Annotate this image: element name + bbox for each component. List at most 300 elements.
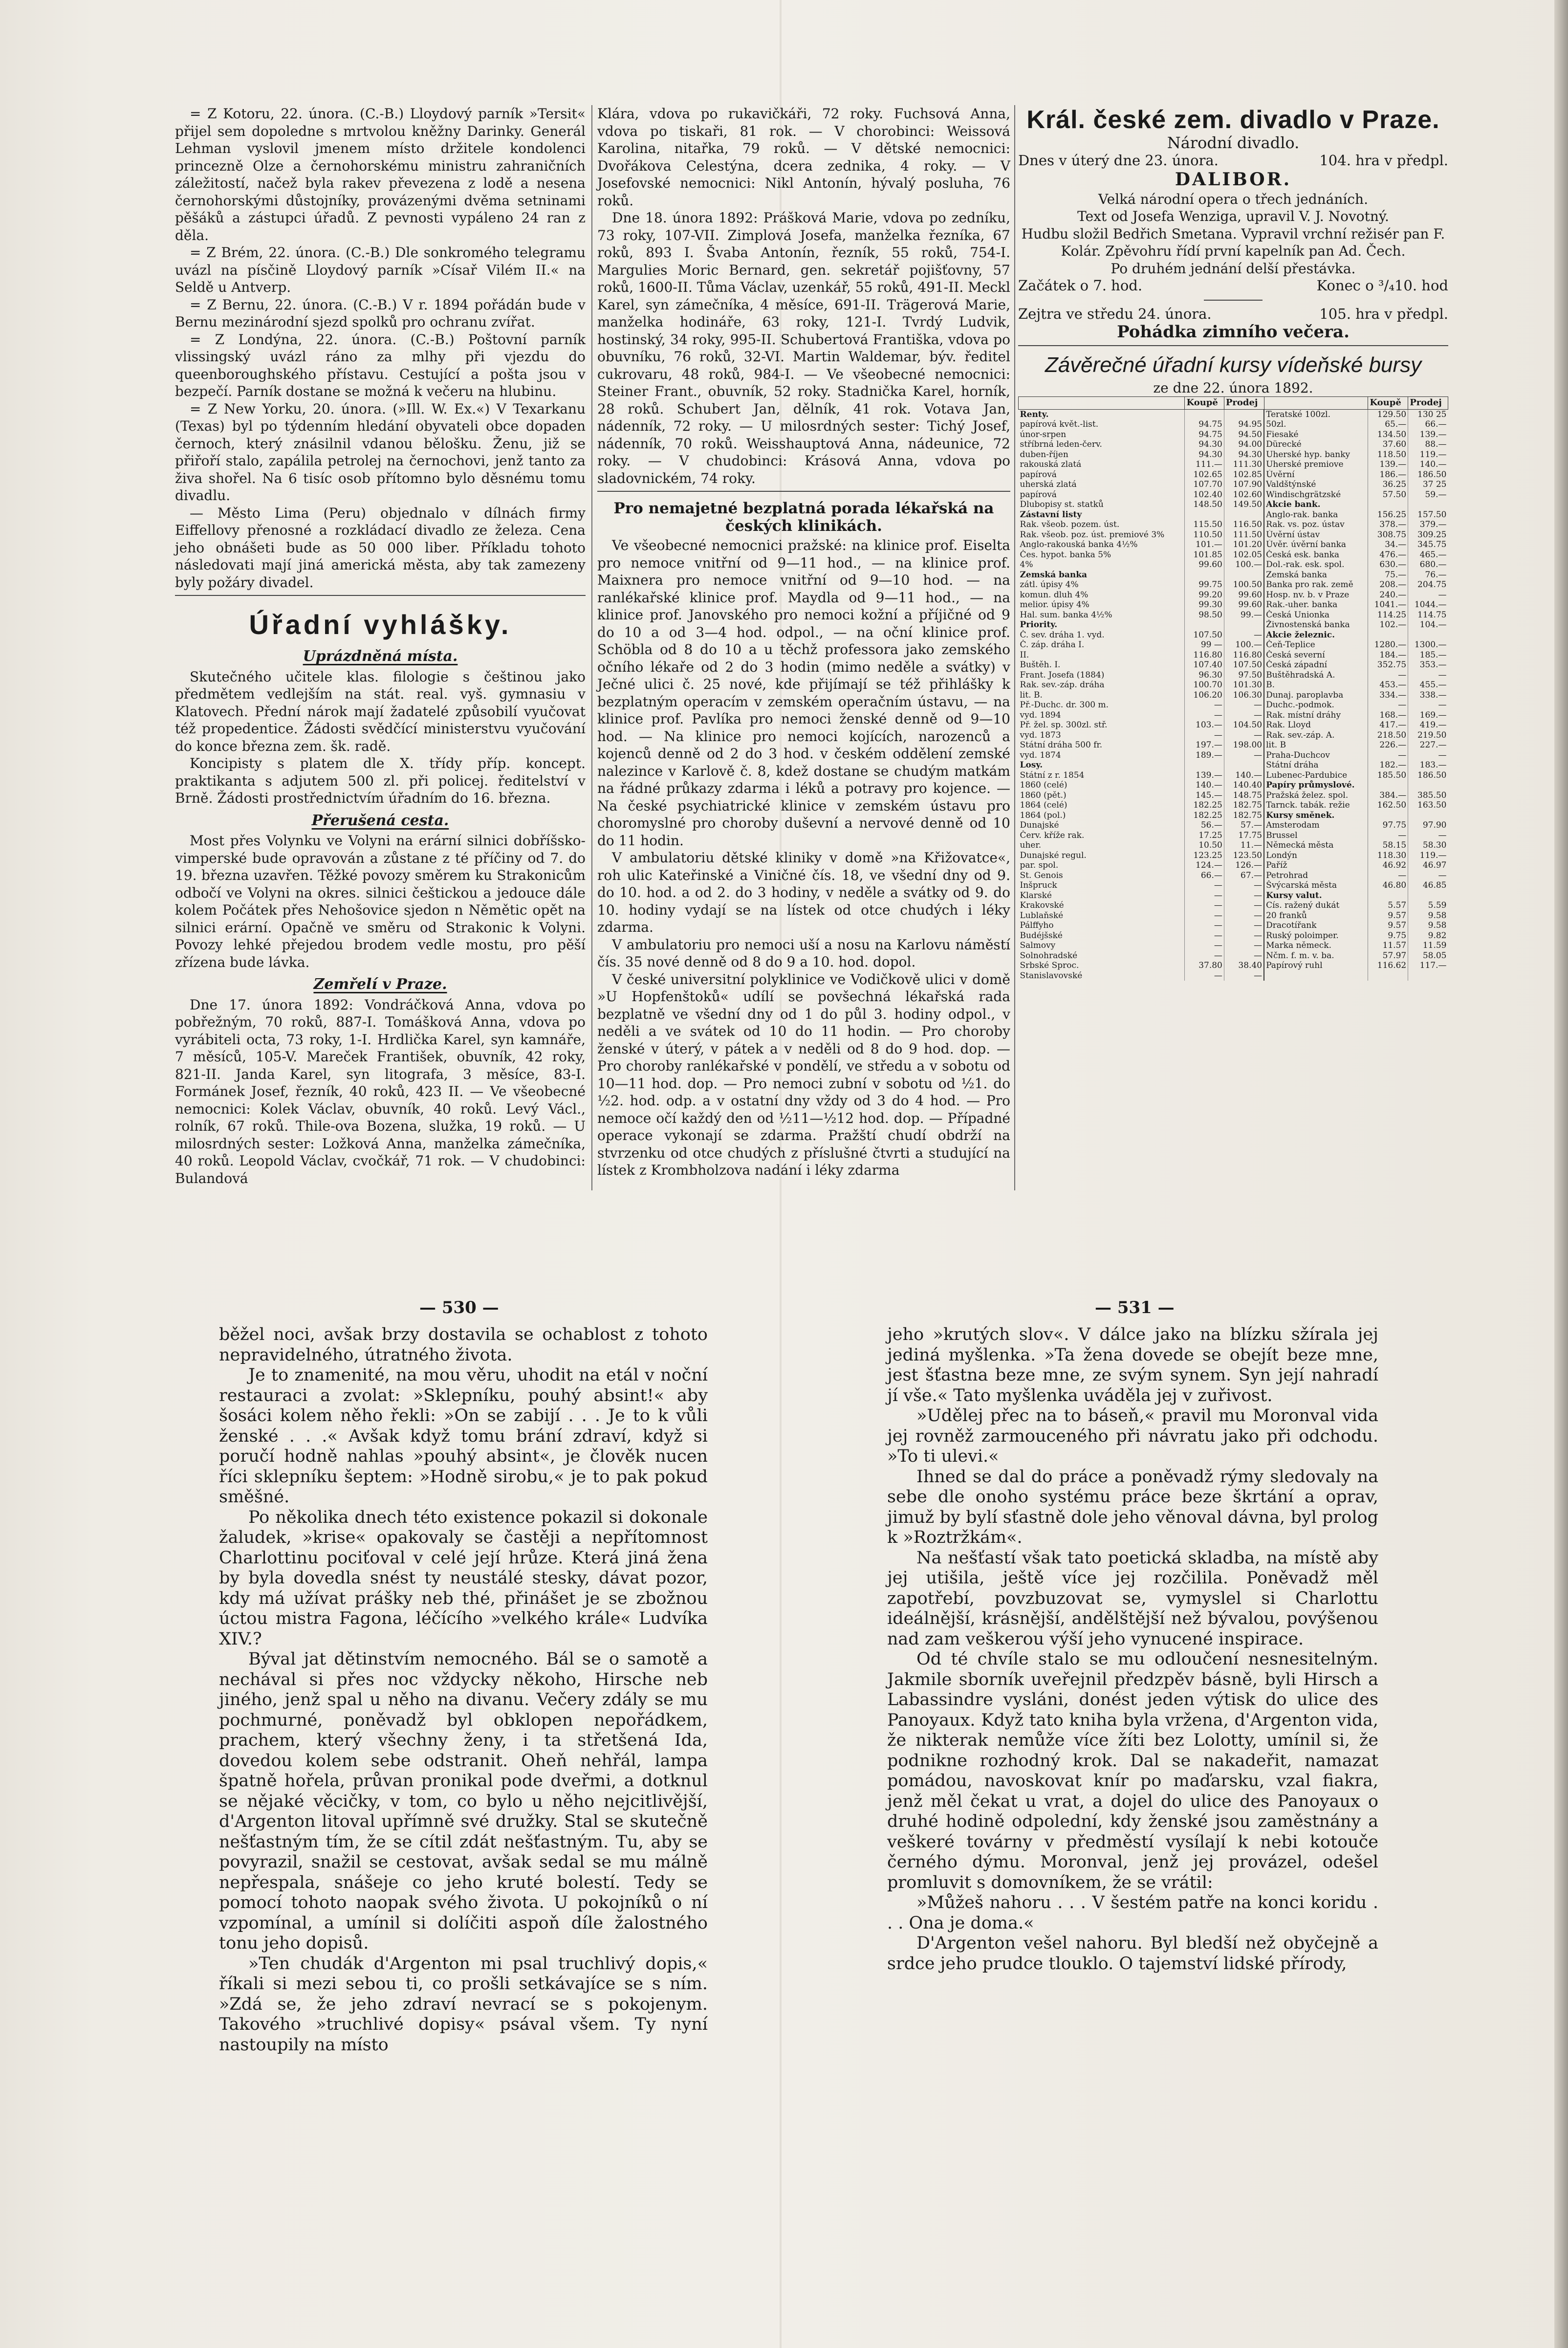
bourse-row <box>1019 921 1448 931</box>
quote-value: 118.30 <box>1368 851 1408 861</box>
quote-value <box>1224 409 1264 419</box>
quote-value: — <box>1185 931 1224 941</box>
novel-paragraph: »Ten chudák d'Argenton mi psal truchlivý dopis,« říkali si mezi sebou ti, co prošli setkávajíce se s ním. »Zdá se, že jeho zdraví nevrací se s pokojenym. Takového »truchlivé dopisy« psával všem. Ty nyní nastoupily na místo <box>219 1953 708 2055</box>
bourse-row <box>1019 580 1448 590</box>
quote-value: 476.— <box>1368 550 1408 560</box>
quote-value: 9.57 <box>1368 921 1408 931</box>
time-line: Začátek o 7. hod. Konec o ³/₄10. hod <box>1018 277 1448 294</box>
quote-value: — <box>1224 941 1264 951</box>
opera-line: Po druhém jednání delší přestávka. <box>1111 260 1356 277</box>
quote-value: 185.50 <box>1368 770 1408 781</box>
quote-value: 65.— <box>1368 419 1408 430</box>
quote-value: 103.— <box>1185 720 1224 730</box>
bourse-row <box>1019 860 1448 871</box>
quote-value: 99.20 <box>1185 590 1224 600</box>
quote-value: 10.50 <box>1185 840 1224 851</box>
quote-value: 99.60 <box>1224 590 1264 600</box>
opera-title: DALIBOR. <box>1175 169 1292 190</box>
quote-value: 9.75 <box>1368 931 1408 941</box>
bourse-row <box>1019 720 1448 730</box>
bourse-row <box>1019 640 1448 650</box>
quote-value: 98.50 <box>1185 610 1224 620</box>
security-name: Př. žel. sp. 300zl. stř. <box>1020 720 1108 730</box>
security-name: Nčm. f. m. v. ba. <box>1264 951 1368 961</box>
quote-value: 94.75 <box>1185 430 1224 440</box>
quote-value <box>1185 409 1224 419</box>
bourse-row <box>1019 831 1448 841</box>
quote-value: 94.50 <box>1224 430 1264 440</box>
quote-value: 5.59 <box>1408 900 1448 911</box>
news-column-2 <box>597 105 1010 1179</box>
security-name: Windischgrätzské <box>1264 490 1368 500</box>
security-name: Rak. místní dráhy <box>1264 710 1368 721</box>
security-name: Renty. <box>1020 409 1049 419</box>
quote-value: 140.40 <box>1224 780 1264 790</box>
quote-value: 117.— <box>1408 961 1448 971</box>
security-name: Rak. sev.-záp. A. <box>1264 730 1368 741</box>
security-name: Rak. všeob. poz. úst. premiové 3% <box>1020 529 1165 540</box>
bourse-title: Závěrečné úřadní kursy vídeňské bursy <box>1045 352 1422 377</box>
security-name: 4% <box>1020 560 1033 570</box>
bourse-row <box>1019 820 1448 831</box>
bourse-row <box>1019 851 1448 861</box>
security-name: Dunajské <box>1020 820 1059 830</box>
news-item-bremen: = Z Brém, 22. února. (C.-B.) Dle sonkromého telegramu uvázl na písčině Lloydový parník »Císař Vilém II.« na Seldě u Antverp. <box>175 244 586 295</box>
security-name: Česká esk. banka <box>1264 550 1368 560</box>
opera-line: Hudbu složil Bedřich Smetana. Vypravil vrchní režisér pan F. Kolár. Zpěvohru řídí první kapelník pan Ad. Čech. <box>1021 225 1445 259</box>
security-name: Státní z r. 1854 <box>1020 770 1085 780</box>
quote-value: 116.80 <box>1185 650 1224 660</box>
quote-value: 96.30 <box>1185 670 1224 680</box>
quote-value <box>1408 811 1448 821</box>
quote-value: 46.92 <box>1368 860 1408 871</box>
quote-value: 107.50 <box>1185 630 1224 640</box>
quote-value: 185.— <box>1408 650 1448 660</box>
quote-value: 76.— <box>1408 570 1448 580</box>
security-name: Londýn <box>1264 851 1368 861</box>
quote-value: 182.25 <box>1185 800 1224 811</box>
bourse-row <box>1019 750 1448 761</box>
theatre-bourse-column <box>1018 105 1448 981</box>
security-name: Brussel <box>1264 831 1368 841</box>
security-name: St. Genois <box>1020 870 1063 880</box>
quote-value: 106.20 <box>1185 690 1224 701</box>
quote-value: 17.75 <box>1224 831 1264 841</box>
quote-value <box>1368 500 1408 510</box>
quote-value: — <box>1408 750 1448 761</box>
news-item-kotor: = Z Kotoru, 22. února. (C.-B.) Lloydový parník »Tersit« přijel sem dopoledne s mrtvolou kněžny Darinky. Generál Lehman vyslovil jmenem místo držitele kondolenci princezně Olze a černohorskému ministru zahraničních záležitostí, načež byla rakev převezena z lodě a nesena černohorskými důstojníky, provázenými dvěma setninami pěšáků a zástupci úřadů. Z pevnosti vypáleno 24 ran z děla. <box>175 106 586 243</box>
quote-value: 104.— <box>1408 620 1448 630</box>
security-name: Papíry průmyslové. <box>1264 780 1368 790</box>
quote-value: 184.— <box>1368 650 1408 660</box>
quote-value <box>1185 510 1224 520</box>
divider <box>597 491 1010 492</box>
security-name: Akcie železnic. <box>1264 630 1368 640</box>
quote-value: — <box>1224 900 1264 911</box>
bourse-row <box>1019 891 1448 901</box>
security-name: Dunaj. paroplavba <box>1264 690 1368 701</box>
column-rule <box>591 105 592 1190</box>
quote-value: — <box>1224 630 1264 640</box>
security-name: par. spol. <box>1020 860 1059 870</box>
quote-value: 101.85 <box>1185 550 1224 560</box>
quote-value: 139.— <box>1368 460 1408 470</box>
security-name: Čeň-Teplice <box>1264 640 1368 650</box>
bourse-row <box>1019 690 1448 701</box>
quote-value: 1044.— <box>1408 600 1448 610</box>
security-name: Úvěrní <box>1264 470 1368 480</box>
bourse-row <box>1019 911 1448 921</box>
deaths-heading: Zemřelí v Praze. <box>313 976 447 993</box>
quote-value: 1041.— <box>1368 600 1408 610</box>
novel-paragraph: běžel noci, avšak brzy dostavila se ochablost z tohoto nepravidelného, útratného života. <box>219 1325 708 1365</box>
bourse-row <box>1019 961 1448 971</box>
security-name: Solnohradské <box>1020 950 1078 961</box>
quote-value: 111.30 <box>1224 460 1264 470</box>
quote-value: 57.50 <box>1368 490 1408 500</box>
quote-value: 94.75 <box>1185 419 1224 430</box>
security-name: Teratské 100zl. <box>1264 409 1368 419</box>
security-name: Uherské hyp. banky <box>1264 450 1368 460</box>
quote-value: 384.— <box>1368 790 1408 801</box>
quote-value: 1280.— <box>1368 640 1408 650</box>
quote-value: 66.— <box>1408 419 1448 430</box>
quote-value: 226.— <box>1368 740 1408 750</box>
page-number-right: — 531 — <box>1095 1298 1175 1317</box>
novel-text-left <box>219 1325 708 2055</box>
security-name: Cís. ražený dukát <box>1264 900 1368 911</box>
bourse-row <box>1019 730 1448 741</box>
quote-value: — <box>1368 700 1408 710</box>
security-name: zátl. úpisy 4% <box>1020 580 1079 590</box>
quote-value: 345.75 <box>1408 540 1448 550</box>
quote-value <box>1408 971 1448 981</box>
quote-value: — <box>1224 891 1264 901</box>
quote-value: 66.— <box>1185 871 1224 881</box>
security-name: vyd. 1873 <box>1020 730 1061 740</box>
quote-value: 37.60 <box>1368 439 1408 450</box>
quote-value: 116.62 <box>1368 961 1408 971</box>
quote-value: — <box>1224 931 1264 941</box>
bourse-header-row: Koupě Prodej Koupě Prodej <box>1019 397 1448 410</box>
bourse-row <box>1019 470 1448 480</box>
quote-value <box>1368 891 1408 901</box>
quote-value: 204.75 <box>1408 580 1448 590</box>
quote-value: 102.60 <box>1224 490 1264 500</box>
security-name: Švýcarská města <box>1264 880 1368 891</box>
performance-line: Dnes v úterý dne 23. února. 104. hra v předpl. <box>1018 152 1448 169</box>
quote-value: 58.30 <box>1408 840 1448 851</box>
quote-value: 352.75 <box>1368 660 1408 670</box>
novel-paragraph: »Udělej přec na to báseň,« pravil mu Moronval vida jej rovněž zarmouceného při návratu jako při odchodu. »To ti ulevi.« <box>887 1406 1378 1466</box>
quote-value: 149.50 <box>1224 500 1264 510</box>
quote-value: 11.— <box>1224 840 1264 851</box>
security-name: vyd. 1894 <box>1020 710 1061 720</box>
security-name: 20 franků <box>1264 911 1368 921</box>
security-name: Petrohrad <box>1264 871 1368 881</box>
bourse-row <box>1019 931 1448 941</box>
quote-value <box>1368 971 1408 981</box>
quote-value: 36.25 <box>1368 480 1408 490</box>
bourse-row <box>1019 740 1448 750</box>
quote-value: 99.30 <box>1185 600 1224 610</box>
security-name: papírová <box>1020 489 1057 500</box>
security-name: Zemská banka <box>1020 570 1088 580</box>
security-name: Česká severní <box>1264 650 1368 660</box>
security-name: Úvěrní ústav <box>1264 530 1368 540</box>
security-name: Anglo-rak. banka <box>1264 510 1368 520</box>
novel-paragraph: Po několika dnech této existence pokazil si dokonale žaludek, »krise« opakovaly se častěji a nepřítomnost Charlottinu pociťoval v celé její hrůze. Která jiná žena by byla dovedla snést ty neustálé stesky, dávat pozor, kdy má užívat prášky neb thé, přinášet je se zbožnou úctou mistra Fagona, léčícího »velkého krále« Ludvíka XIV.? <box>219 1507 708 1649</box>
bourse-row <box>1019 871 1448 881</box>
quote-value: 378.— <box>1368 520 1408 530</box>
quote-value: 197.— <box>1185 740 1224 750</box>
quote-value: 308.75 <box>1368 530 1408 540</box>
quote-value: 107.50 <box>1224 660 1264 670</box>
quote-value <box>1408 780 1448 790</box>
security-name: Rak. Lloyd <box>1264 720 1368 730</box>
medical-advice-item: V ambulatoriu dětské kliniky v domě »na Křižovatce«, roh ulic Kateřinské a Viničné čís. 18, ve všední dny od 9. do 10. hod. a od 2. do 3 hodiny, v neděle a svátky od 9. do 10. hodiny vydají se na lístek od otce chudých i léky zdarma. <box>597 850 1010 935</box>
security-name: Lublaňské <box>1020 910 1064 921</box>
novel-paragraph: D'Argenton vešel nahoru. Byl bledší než obyčejně a srdce jeho prudce tlouklo. O tajemství lidské přírody, <box>887 1933 1378 1974</box>
quote-value: — <box>1224 750 1264 761</box>
performance-line: Zejtra ve středu 24. února. 105. hra v předpl. <box>1018 305 1448 322</box>
bourse-row <box>1019 670 1448 680</box>
road-heading: Přerušená cesta. <box>311 812 449 829</box>
security-name: Banka pro rak. země <box>1264 580 1368 590</box>
quote-value: — <box>1368 871 1408 881</box>
medical-advice-item: V české universitní polyklinice ve Vodičkově ulici v domě »U Hopfenštoků« udílí se povšechná lékařská rada bezplatně ve všední dny od 1 do půl 3. hodiny odpol., v neděli a ve svátek od 10 do 11 hodin. — Pro choroby ženské v úterý, v pátek a v neděli od 8 do 9 hod. dop. — Pro choroby ranlékařské v pondělí, ve středu a v sobotu od 10—11 hod. dop. — Pro nemoci zubní v sobotu od ½1. do ½2. hod. odp. a v ostatní dny vždy od 3 do 4 hod. — Pro nemoce očí každý den od ½11—½12 hod. dop. — Případné operace vykonají se zdarma. Pražští chudí obdrží na stvrzenku od otce chudých z příslušné čtvrti a studující na lístek z Krombholzova nadání i léky zdarma <box>597 971 1010 1178</box>
quote-value: 116.50 <box>1224 520 1264 530</box>
quote-value: — <box>1368 750 1408 761</box>
quote-value: 163.50 <box>1408 800 1448 811</box>
security-name: Amsterodam <box>1264 820 1368 831</box>
quote-value: 219.50 <box>1408 730 1448 741</box>
bourse-row <box>1019 680 1448 690</box>
security-name <box>1264 971 1368 981</box>
novel-paragraph: Na nešťastí však tato poetická skladba, na místě aby jej utišila, ještě více jej rozčilila. Poněvadž měl zapotřebí, povzbuzovat se, vymyslel si Charlottu ideálnější, krásnější, andělštější než bývalou, povýšenou nad zam veškerou výší jeho vynucené inspirace. <box>887 1548 1378 1649</box>
quote-value: 58.15 <box>1368 840 1408 851</box>
theatre-title: Král. české zem. divadlo v Praze. <box>1026 106 1440 134</box>
security-name: Úvěr. úvěrní banka <box>1264 540 1368 550</box>
bourse-row <box>1019 620 1448 630</box>
bourse-row <box>1019 550 1448 560</box>
security-name: melior. úpisy 4% <box>1020 600 1089 610</box>
quote-value: 101.— <box>1185 540 1224 550</box>
quote-value: 148.75 <box>1224 790 1264 801</box>
security-name: Č. záp. dráha I. <box>1020 640 1085 650</box>
quote-value: 100.— <box>1224 640 1264 650</box>
security-name: 1860 (pět.) <box>1020 790 1067 800</box>
quote-value: 102.— <box>1368 620 1408 630</box>
quote-value: 148.50 <box>1185 500 1224 510</box>
quote-value: — <box>1408 871 1448 881</box>
security-name: Rak. sev.-záp. dráha <box>1020 680 1105 690</box>
security-name: Papírový ruhl <box>1264 961 1368 971</box>
column-rule <box>1014 105 1015 1190</box>
quote-value: 56.— <box>1185 820 1224 831</box>
quote-value <box>1185 760 1224 770</box>
quote-value: 99.75 <box>1185 580 1224 590</box>
bourse-row <box>1019 660 1448 670</box>
quote-value: 11.59 <box>1408 941 1448 951</box>
quote-value: 38.40 <box>1224 961 1264 971</box>
quote-value: 17.25 <box>1185 831 1224 841</box>
theatre-subtitle: Národní divadlo. <box>1167 133 1300 152</box>
quote-value: 9.58 <box>1408 911 1448 921</box>
bourse-row <box>1019 419 1448 430</box>
quote-value: 186.50 <box>1408 470 1448 480</box>
quote-value <box>1224 570 1264 580</box>
quote-value: 102.05 <box>1224 550 1264 560</box>
quote-value: 88.— <box>1408 439 1448 450</box>
quote-value: 101.20 <box>1224 540 1264 550</box>
bourse-row <box>1019 630 1448 640</box>
quote-value: 123.25 <box>1185 851 1224 861</box>
quote-value: — <box>1408 700 1448 710</box>
security-name: Kursy směnek. <box>1264 811 1368 821</box>
bourse-row <box>1019 700 1448 710</box>
quote-value: 67.— <box>1224 871 1264 881</box>
quote-value: — <box>1185 971 1224 981</box>
quote-value: — <box>1408 670 1448 680</box>
security-name: papírová <box>1020 469 1057 480</box>
quote-value: 182.25 <box>1185 811 1224 821</box>
quote-value: 129.50 <box>1368 409 1408 419</box>
opera-line: Text od Josefa Wenziga, upravil V. J. Novotný. <box>1077 208 1389 224</box>
quote-value: — <box>1185 921 1224 931</box>
bourse-row <box>1019 450 1448 460</box>
quote-value <box>1185 570 1224 580</box>
quote-value: 94.30 <box>1185 439 1224 450</box>
quote-value: 157.50 <box>1408 510 1448 520</box>
security-name: Dracotířank <box>1264 921 1368 931</box>
play-title: Pohádka zimního večera. <box>1117 322 1350 342</box>
quote-value <box>1224 760 1264 770</box>
security-name: Duchc.-podmok. <box>1264 700 1368 710</box>
security-name: Dürecké <box>1264 439 1368 450</box>
quote-value: 453.— <box>1368 680 1408 690</box>
quote-value: 338.— <box>1408 690 1448 701</box>
quote-value: 455.— <box>1408 680 1448 690</box>
quote-value: — <box>1185 710 1224 721</box>
security-name: 1864 (celé) <box>1020 800 1067 810</box>
security-name: Srbské Sproc. <box>1020 961 1079 970</box>
quote-value: 139.— <box>1408 430 1448 440</box>
quote-value <box>1185 620 1224 630</box>
quote-value: 106.30 <box>1224 690 1264 701</box>
security-name: Rak.-uher. banka <box>1264 600 1368 610</box>
quote-value: — <box>1185 911 1224 921</box>
security-name: Buštěhradská A. <box>1264 670 1368 680</box>
novel-text-right <box>887 1325 1378 1974</box>
quote-value: 465.— <box>1408 550 1448 560</box>
quote-value: 5.57 <box>1368 900 1408 911</box>
bourse-row <box>1019 941 1448 951</box>
security-name: Dlubopisy st. statků <box>1020 500 1104 509</box>
security-name: lit. B <box>1264 740 1368 750</box>
quote-value: 140.— <box>1224 770 1264 781</box>
quote-value: 97.75 <box>1368 820 1408 831</box>
quote-value: 385.50 <box>1408 790 1448 801</box>
bourse-row <box>1019 439 1448 450</box>
bourse-row <box>1019 770 1448 781</box>
quote-value: 59.— <box>1408 490 1448 500</box>
divider <box>1018 345 1448 346</box>
bourse-row <box>1019 540 1448 550</box>
quote-value: 680.— <box>1408 560 1448 570</box>
quote-value <box>1368 780 1408 790</box>
bourse-row <box>1019 800 1448 811</box>
quote-value: 119.— <box>1408 450 1448 460</box>
quote-value: 134.50 <box>1368 430 1408 440</box>
security-name: Živnostenská banka <box>1264 620 1368 630</box>
deaths-list: Dne 17. února 1892: Vondráčková Anna, vdova po pobřežným, 70 roků, 887-I. Tomášková Anna, vdova po vyrábiteli octa, 73 roky, 1-I. Hrdlička Karel, syn kamnáře, 7 měsíců, 105-V. Mareček František, obuvník, 42 roky, 821-II. Janda Karel, syn litografa, 3 měsíce, 83-I. Formánek Josef, řezník, 40 roků, 423 II. — Ve všeobecné nemocnici: Kolek Václav, obuvník, 40 roků. Levý Václ., rolník, 67 roků. Thile-ova Bozena, služka, 19 roků. — U milosrdných sester: Ložková Anna, manželka zámečníka, 40 roků. Leopold Václav, cvočkář, 71 rok. — V chudobinci: Bulandová <box>175 996 586 1186</box>
bourse-row <box>1019 570 1448 580</box>
quote-value: 104.50 <box>1224 720 1264 730</box>
book-binding-edge <box>1554 0 1568 2348</box>
quote-value: 102.40 <box>1185 490 1224 500</box>
quote-value: 114.25 <box>1368 610 1408 620</box>
security-name: Uherské premiove <box>1264 460 1368 470</box>
medical-advice-heading: Pro nemajetné bezplatná porada lékařská na českých klinikách. <box>613 500 994 535</box>
news-item-newyork: = Z New Yorku, 20. února. (»Ill. W. Ex.«) V Texarkanu (Texas) byl po týdenním hledání obyvateli obce dopaden černoch, který znásilnil vdanou bělošku. Ženu, již se přiřoří stalo, zapálila petrolej na černochovi, jenž tanto za živa shořel. Na 6 tisíc osob přítomno bylo děsnému tomu divadlu. <box>175 400 586 504</box>
security-name: Tarnck. tabák. režie <box>1264 800 1368 811</box>
novel-paragraph: Od té chvíle stalo se mu odloučení nesnesitelným. Jakmile sborník uveřejnil předzpěv básně, byli Hirsch a Labassindre vysláni, donést jeden výtisk do ulice des Panoyaux. Když tato kniha byla vržena, d'Argenton vida, že nikterak nemůže více žíti bez Lolotty, umínil si, že podnikne rozhodný krok. Dal se nakadeřit, namazat pomádou, navoskovat knír po maďarsku, vzal fiakra, jenž měl čekat u vrat, a dojel do ulice des Panoyaux o druhé hodině odpolední, kdy ženské jsou zaměstnány a veškeré továrny v předměstí vysílají k nebi kotouče černého dýmu. Moronval, jenž jej provázel, odešel promluvit s domovníkem, že se vrátil: <box>887 1649 1378 1892</box>
quote-value: — <box>1185 700 1224 710</box>
quote-value: 94.95 <box>1224 419 1264 430</box>
quote-value: 130 25 <box>1408 409 1448 419</box>
quote-value: 99.— <box>1224 610 1264 620</box>
quote-value: 182.75 <box>1224 811 1264 821</box>
security-name: B. <box>1264 680 1368 690</box>
bourse-row <box>1019 490 1448 500</box>
security-name: Dunajské regul. <box>1020 850 1087 860</box>
quote-value: — <box>1224 921 1264 931</box>
security-name: Pražská želez. spol. <box>1264 790 1368 801</box>
quote-value: 57.97 <box>1368 951 1408 961</box>
security-name: Čes. hypot. banka 5% <box>1020 549 1111 560</box>
quote-value: 46.97 <box>1408 860 1448 871</box>
quote-value <box>1368 630 1408 640</box>
quote-value: 334.— <box>1368 690 1408 701</box>
divider <box>1204 300 1263 301</box>
quote-value <box>1224 510 1264 520</box>
quote-value: 11.57 <box>1368 941 1408 951</box>
quote-value: 139.— <box>1185 770 1224 781</box>
security-name: 50zl. <box>1264 419 1368 430</box>
bourse-row <box>1019 500 1448 510</box>
road-notice: Most přes Volynku ve Volyni na erární silnici dobříšsko-vimperské bude opravován a zůstane z té příčiny od 7. do 19. března uzavřen. Těžké povozy směrem ku Strakonicům odbočí ve Volyni na okres. silnici češtickou a jedouce dále kolem Počátek přes Nehošovice sjedon n Němětic opět na silnici erární. Opačně ve směru od Strakonic k Volyni. Povozy lehké přejedou brodem vedle mostu, pro pěší zřízena bude lávka. <box>175 833 586 970</box>
security-name: stříbrná leden-červ. <box>1020 439 1102 449</box>
quote-value: — <box>1224 951 1264 961</box>
security-name: Lubenec-Pardubice <box>1264 770 1368 781</box>
security-name: Hal. sum. banka 4½% <box>1020 610 1112 620</box>
quote-value: 218.50 <box>1368 730 1408 741</box>
quote-value <box>1368 811 1408 821</box>
security-name: Př.-Duchc. dr. 300 m. <box>1020 700 1109 710</box>
quote-value: 9.82 <box>1408 931 1448 941</box>
quote-value: — <box>1185 951 1224 961</box>
quote-value: 94.30 <box>1185 450 1224 460</box>
quote-value: 123.50 <box>1224 851 1264 861</box>
quote-value: — <box>1224 700 1264 710</box>
bourse-row <box>1019 530 1448 540</box>
quote-value: 111.— <box>1185 460 1224 470</box>
quote-value: — <box>1224 911 1264 921</box>
bourse-row <box>1019 480 1448 490</box>
quote-value: 198.00 <box>1224 740 1264 750</box>
quote-value: 126.— <box>1224 860 1264 871</box>
